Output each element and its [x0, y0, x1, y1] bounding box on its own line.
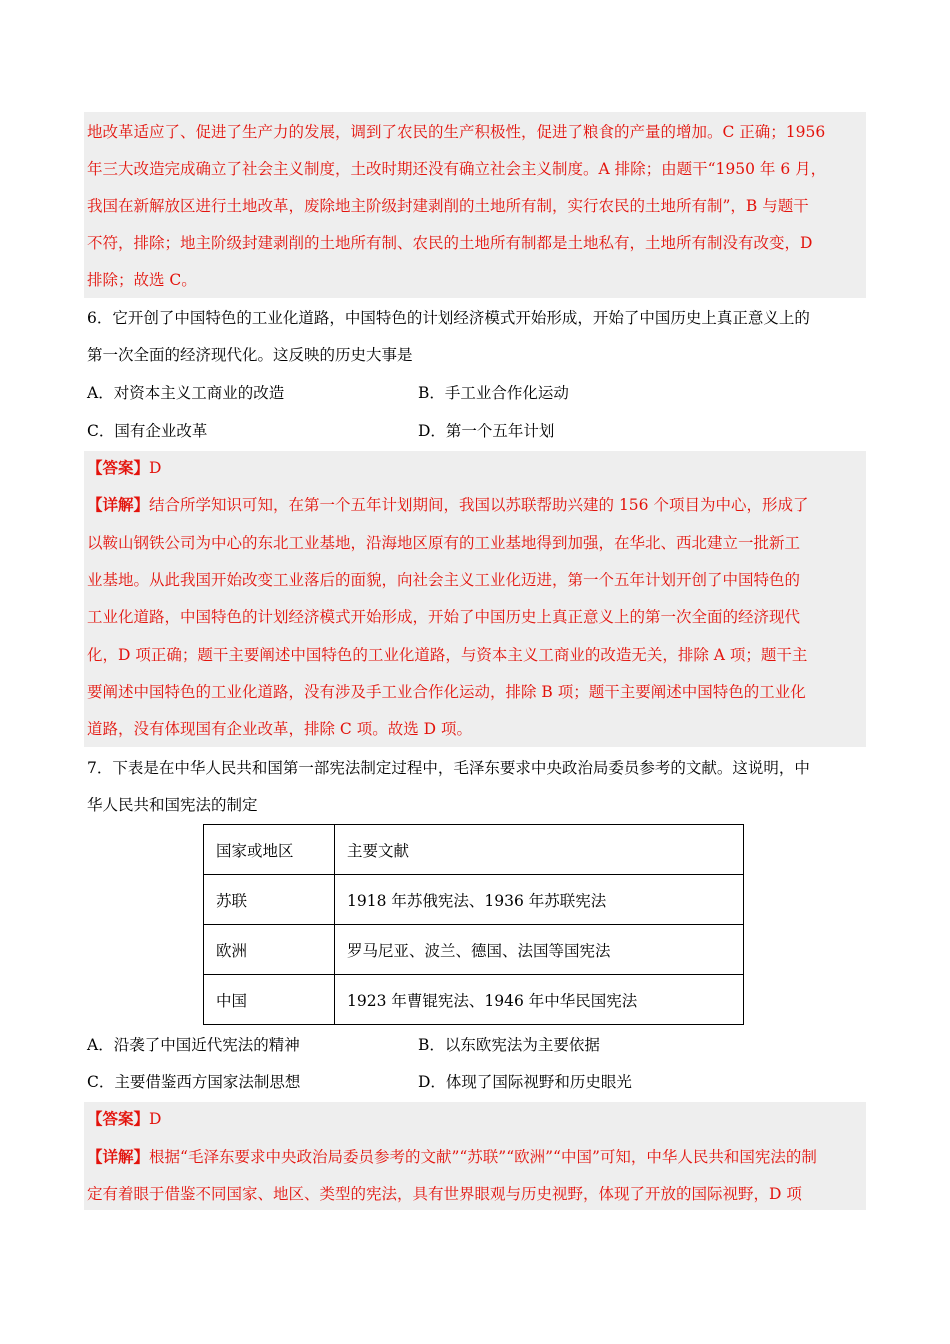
table-row	[204, 975, 744, 1025]
prev-explanation-line: 排除；故选 C。	[87, 271, 197, 289]
answer-tag: 【答案】	[87, 1109, 150, 1128]
q6-answer	[87, 458, 161, 478]
table-header-cell: 主要文献	[335, 825, 744, 875]
table-header-cell: 国家或地区	[204, 825, 335, 875]
q7-answer	[87, 1109, 161, 1129]
q7-stem-line: 7．下表是在中华人民共和国第一部宪法制定过程中，毛泽东要求中央政治局委员参考的文献。这说明，中	[87, 759, 810, 777]
q6-stem-line: 6．它开创了中国特色的工业化道路，中国特色的计划经济模式开始形成，开始了中国历史上真正意义上的	[87, 309, 810, 327]
q7-documents-table	[203, 824, 744, 1025]
prev-explanation-line: 不符，排除；地主阶级封建剥削的土地所有制、农民的土地所有制都是土地私有，土地所有制没有改变，D	[87, 234, 813, 252]
table-row	[204, 875, 744, 925]
q6-explanation-line: 以鞍山钢铁公司为中心的东北工业基地，沿海地区原有的工业基地得到加强，在华北、西北建立一批新工	[87, 534, 801, 552]
prev-explanation-line: 年三大改造完成确立了社会主义制度，土改时期还没有确立社会主义制度。A 排除；由题干“1950 年 6 月，	[87, 160, 827, 178]
q6-explanation-line: 要阐述中国特色的工业化道路，没有涉及手工业合作化运动，排除 B 项；题干主要阐述中国特色的工业化	[87, 683, 806, 701]
q6-stem-line: 第一次全面的经济现代化。这反映的历史大事是	[87, 346, 413, 364]
table-cell: 欧洲	[204, 925, 335, 975]
q7-stem-line: 华人民共和国宪法的制定	[87, 796, 258, 814]
q7-option-c: C．主要借鉴西方国家法制思想	[87, 1073, 301, 1091]
explain-tag: 【详解】	[87, 495, 150, 514]
q7-option-a: A．沿袭了中国近代宪法的精神	[87, 1036, 300, 1054]
q6-explanation-line	[87, 495, 808, 515]
q6-explanation-line: 道路，没有体现国有企业改革，排除 C 项。故选 D 项。	[87, 720, 472, 738]
q6-option-d: D．第一个五年计划	[418, 422, 555, 440]
answer-value: D	[149, 1110, 162, 1128]
table-header-row	[204, 825, 744, 875]
q7-option-d: D．体现了国际视野和历史眼光	[418, 1073, 632, 1091]
q7-explanation-line	[87, 1147, 817, 1167]
prev-explanation-line: 我国在新解放区进行土地改革，废除地主阶级封建剥削的土地所有制，实行农民的土地所有制”，B 与题干	[87, 197, 809, 215]
explanation-text: 根据“毛泽东要求中央政治局委员参考的文献”“苏联”“欧洲”“中国”可知，中华人民共和国宪法的制	[149, 1148, 817, 1166]
q6-option-b: B．手工业合作化运动	[418, 384, 569, 402]
q6-explanation-line: 工业化道路，中国特色的计划经济模式开始形成，开始了中国历史上真正意义上的第一次全面的经济现代	[87, 608, 801, 626]
prev-explanation-line: 地改革适应了、促进了生产力的发展，调到了农民的生产积极性，促进了粮食的产量的增加。C 正确；1956	[87, 123, 826, 141]
q6-option-c: C．国有企业改革	[87, 422, 208, 440]
answer-value: D	[149, 459, 162, 477]
explanation-text: 结合所学知识可知，在第一个五年计划期间，我国以苏联帮助兴建的 156 个项目为中心，形成了	[149, 496, 809, 514]
q6-explanation-line: 业基地。从此我国开始改变工业落后的面貌，向社会主义工业化迈进，第一个五年计划开创了中国特色的	[87, 571, 801, 589]
q7-explanation-line: 定有着眼于借鉴不同国家、地区、类型的宪法，具有世界眼观与历史视野，体现了开放的国际视野，D 项	[87, 1185, 802, 1203]
q6-option-a: A．对资本主义工商业的改造	[87, 384, 285, 402]
table-cell: 中国	[204, 975, 335, 1025]
answer-tag: 【答案】	[87, 458, 150, 477]
table-cell: 罗马尼亚、波兰、德国、法国等国宪法	[335, 925, 744, 975]
table-cell: 1918 年苏俄宪法、1936 年苏联宪法	[335, 875, 744, 925]
q7-option-b: B．以东欧宪法为主要依据	[418, 1036, 600, 1054]
table-cell: 苏联	[204, 875, 335, 925]
explain-tag: 【详解】	[87, 1147, 150, 1166]
table-row	[204, 925, 744, 975]
table-cell: 1923 年曹锟宪法、1946 年中华民国宪法	[335, 975, 744, 1025]
q6-explanation-line: 化，D 项正确；题干主要阐述中国特色的工业化道路，与资本主义工商业的改造无关，排除 A 项；题干主	[87, 646, 808, 664]
